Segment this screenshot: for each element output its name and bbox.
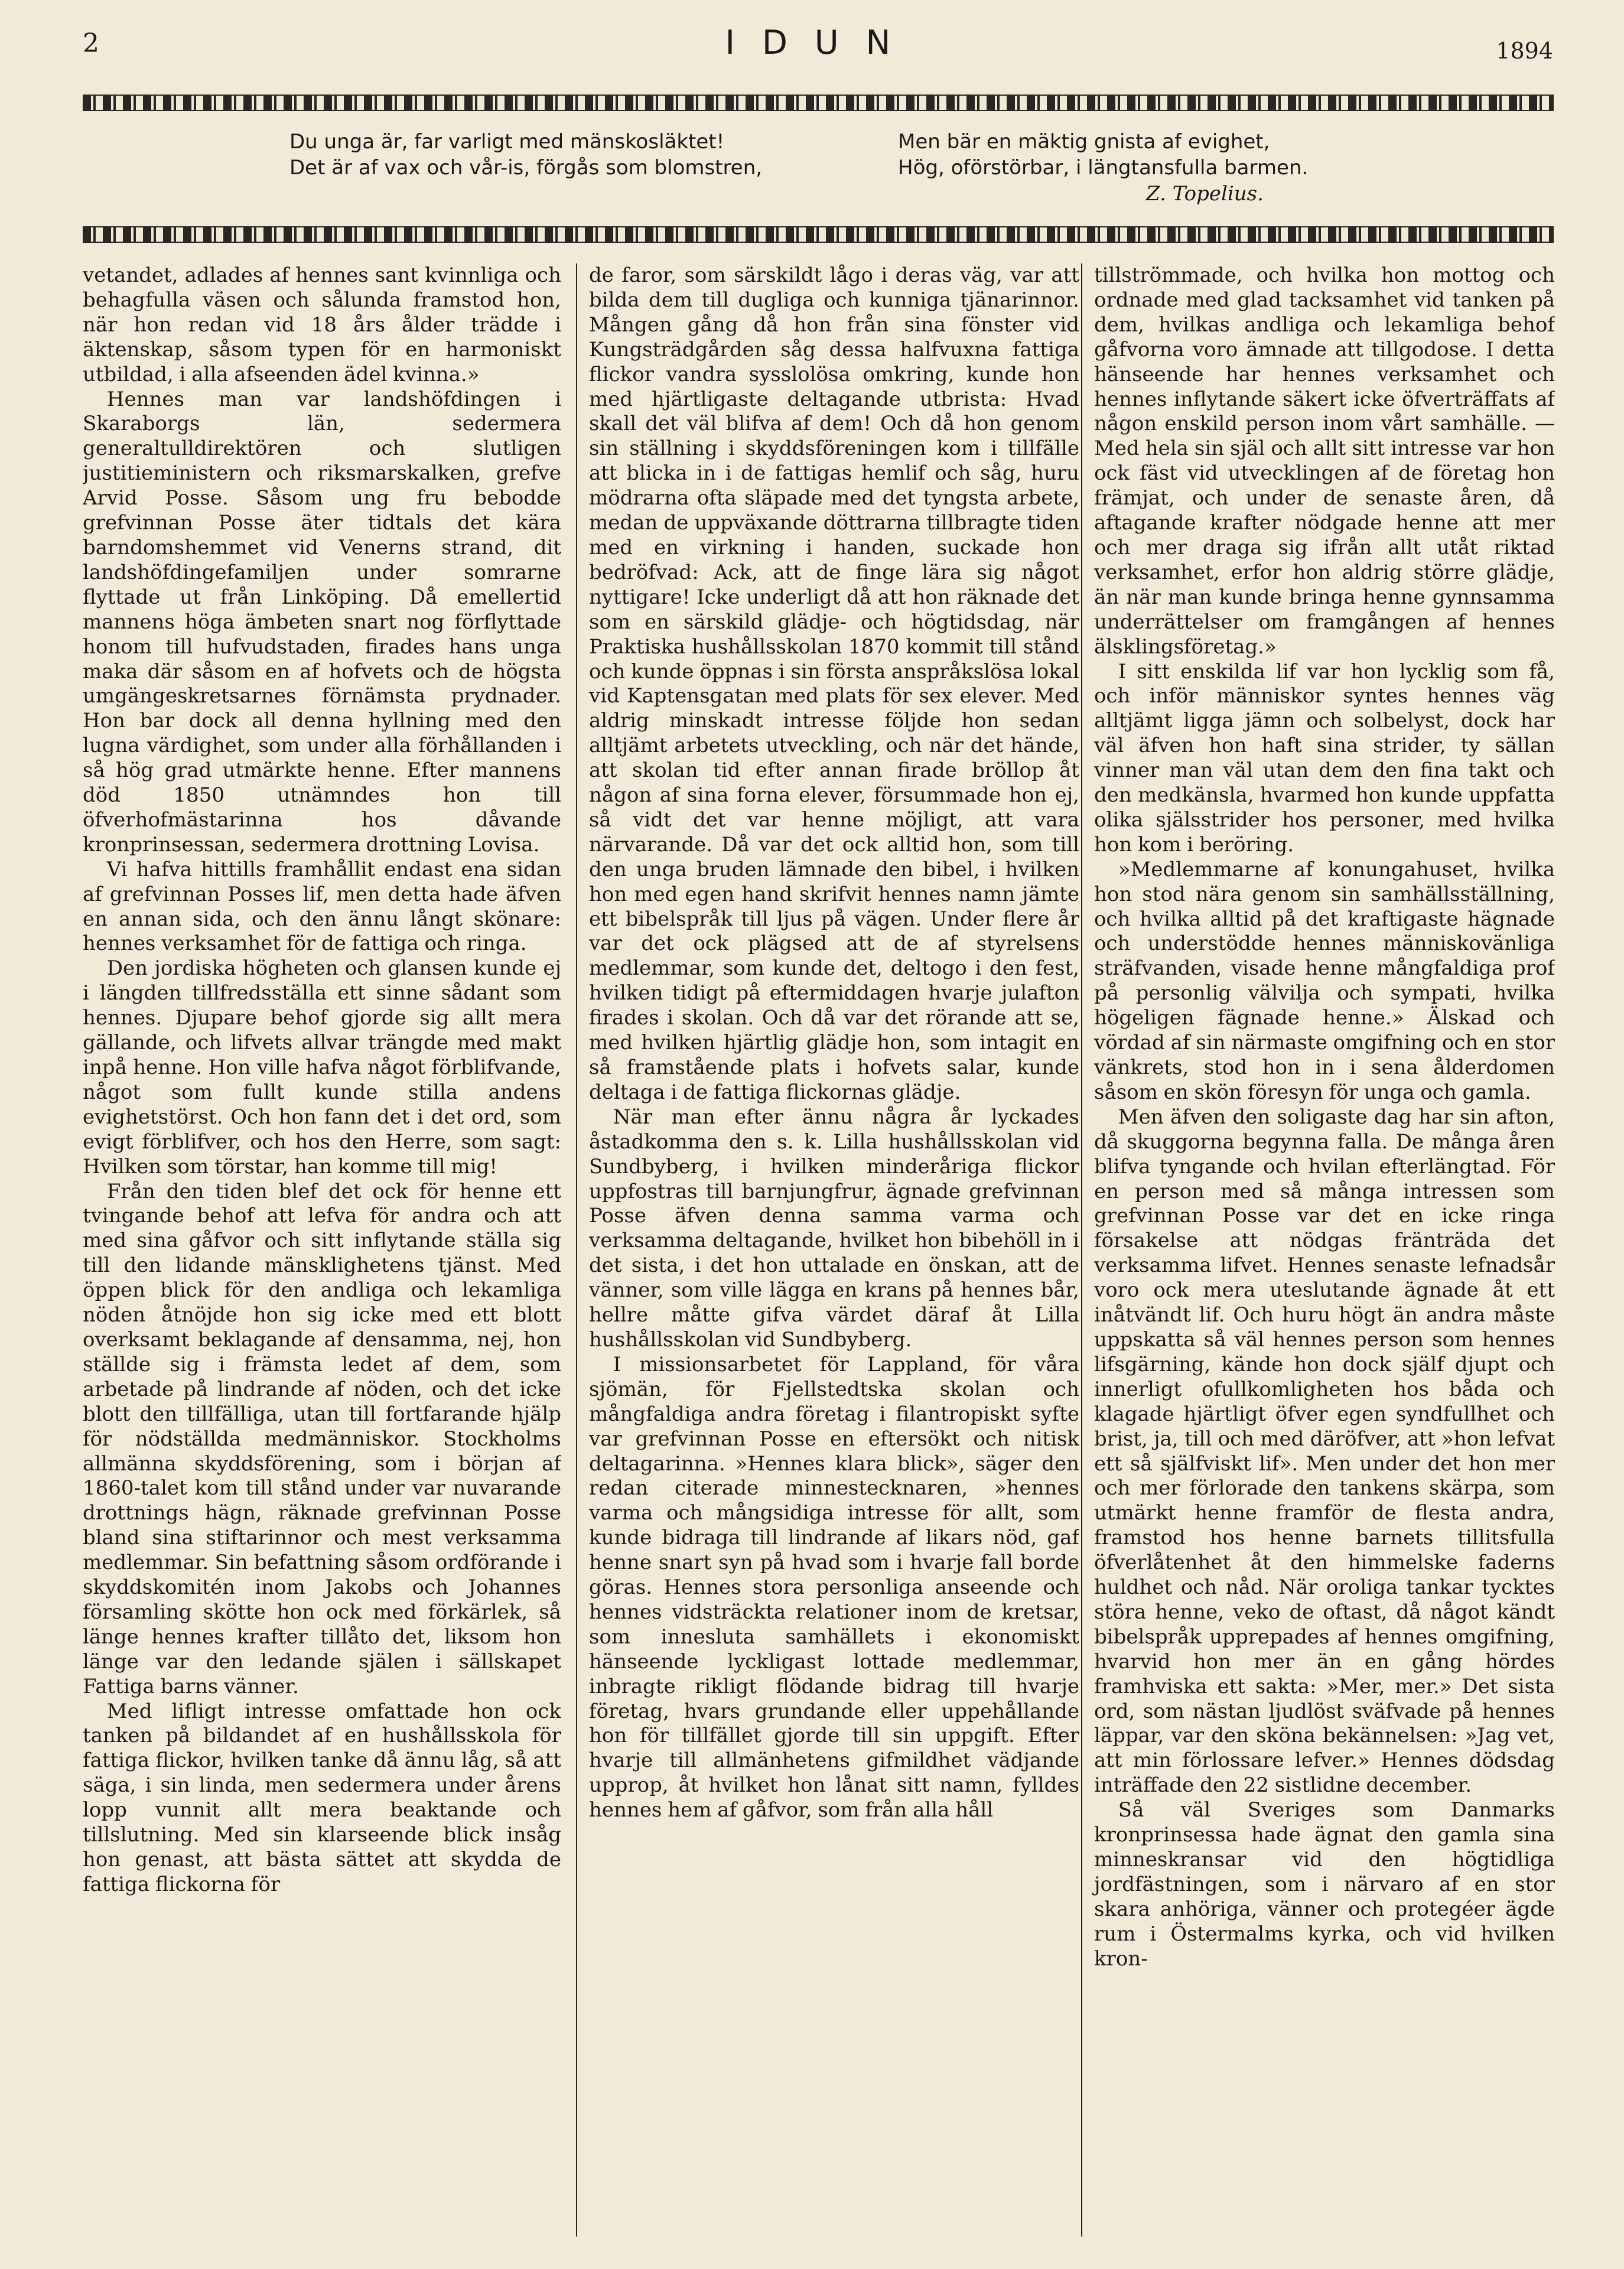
paragraph: I missionsarbetet för Lappland, för våra sjömän, för Fjellstedtska skolan och mångfaldiga andra företag i filantropiskt syfte var grefvinnan Posse en eftersökt och nitisk deltagarinna. »Hennes klara blick», säger den redan citerade minnestecknaren, »hennes varma och mångsidiga intresse för allt, som kunde bidraga till lindrande af likars nöd, gaf henne snart syn på hvad som i hvarje fall borde göras. Hennes stora personliga anseende och hennes vidsträckta relationer inom de kretsar, som innesluta samhällets i ekonomiskt hänseende lyckligast lottade medlemmar, inbragte rikligt flödande bidrag till hvarje företag, hvars grundande eller uppehållande hon för tillfället gjorde till sin uppgift. Efter hvarje till allmänhetens gifmildhet vädjande upprop, åt hvilket hon lånat sitt namn, fylldes hennes hem af gåfvor, som från alla håll xyxy=(589,1352,1079,1822)
text-column-2 xyxy=(576,263,1079,2237)
poem-line: Men bär en mäktig gnista af evighet, xyxy=(898,130,1270,154)
paragraph: Men äfven den soligaste dag har sin afton, då skuggorna begynna falla. De många åren blifva tyngande och hvilan efterlängtad. För en person med så många intressen som grefvinnan Posse var det en icke ringa försakelse att nödgas fränträda det verksamma lifvet. Hennes senaste lefnadsår voro ock mera uteslutande ägnade åt ett inåtvändt lif. Och huru högt än andra måste uppskatta så väl hennes person som hennes lifsgärning, kände hon dock själf djupt och innerligt ofullkomligheten hos båda och klagade hjärtligt öfver egen syndfullhet och brist, ja, till och med däröfver, att »hon lefvat ett så själfviskt lif». Men under det hon mer och mer förlorade den tankens skärpa, som utmärkt henne framför de flesta andra, framstod hos henne barnets tillitsfulla öfverlåtenhet åt den himmelske faderns huldhet och nåd. När oroliga tankar tycktes störa henne, veko de oftast, då något kändt bibelspråk upprepades af hennes omgifning, hvarvid hon mer än en gång hördes framhviska ett sakta: »Mer, mer.» Det sista ord, som nästan ljudlöst sväfvade på hennes läppar, var den sköna bekännelsen: »Jag vet, att min förlossare lefver.» Hennes dödsdag inträffade den 22 sistlidne december. xyxy=(1094,1105,1555,1798)
paragraph: Med lifligt intresse omfattade hon ock tanken på bildandet af en hushållsskola för fattiga flickor, hvilken tanke då ännu låg, så att säga, i sin linda, men sedermera under årens lopp vunnit allt mera beaktande och tillslutning. Med sin klarseende blick insåg hon genast, att bästa sättet att skydda de fattiga flickorna för xyxy=(83,1699,561,1896)
paragraph: vetandet, adlades af hennes sant kvinnliga och behagfulla väsen och sålunda framstod hon, när hon redan vid 18 års ålder trädde i äktenskap, såsom typen för en harmoniskt utbildad, i alla afseenden ädel kvinna.» xyxy=(83,263,561,386)
paragraph: tillströmmade, och hvilka hon mottog och ordnade med glad tacksamhet vid tanken på dem, hvilkas andliga och lekamliga behof gåfvorna voro ämnade att tillgodose. I detta hänseende har hennes verksamhet och hennes inflytande säkert icke öfverträffats af någon enskild person inom vårt samhälle. — Med hela sin själ och allt sitt intresse var hon ock fäst vid utvecklingen af de företag hon främjat, och under de senaste åren, då aftagande krafter nödgade henne att mer och mer draga sig ifrån allt utåt riktad verksamhet, erfor hon aldrig större glädje, än när man kunde bringa henne gynnsamma underrättelser om framgången af hennes älsklingsföretag.» xyxy=(1094,263,1555,659)
paragraph: »Medlemmarne af konungahuset, hvilka hon stod nära genom sin samhällsställning, och hvilka alltid på det kraftigaste hägnade och understödde hennes människovänliga sträfvanden, visade henne mångfaldiga prof på personlig välvilja och sympati, hvilka högeligen fägnade henne.» Älskad och vördad af sin närmaste omgifning och en stor vänkrets, stod hon in i sena ålderdomen såsom en skön föresyn för unga och gamla. xyxy=(1094,857,1555,1104)
paragraph: I sitt enskilda lif var hon lycklig som få, och inför människor syntes hennes väg alltjämt ligga jämn och solbelyst, dock har väl äfven hon haft sina strider, ty sällan vinner man väl utan dem den fina takt och den medkänsla, hvarmed hon kunde uppfatta olika själsstrider hos personer, med hvilka hon kom i beröring. xyxy=(1094,659,1555,857)
issue-year: 1894 xyxy=(1496,38,1553,64)
text-column-3 xyxy=(1081,263,1555,2237)
ornamental-rule-bottom xyxy=(83,226,1554,243)
page-number: 2 xyxy=(83,28,99,58)
poem-line: Det är af vax och vår-is, förgås som blomstren, xyxy=(289,156,763,180)
masthead-title: I D U N xyxy=(725,24,899,62)
poem-line: Du unga är, far varligt med mänskosläktet! xyxy=(289,130,725,154)
paragraph: Den jordiska högheten och glansen kunde ej i längden tillfredsställa ett sinne sådant som hennes. Djupare behof gjorde sig allt mera gällande, och lifvets allvar trängde med makt inpå henne. Hon ville hafva något förblifvande, något som fullt kunde stilla andens evighetstörst. Och hon fann det i det ord, som evigt förblifver, och hos den Herre, som sagt: Hvilken som törstar, han komme till mig! xyxy=(83,956,561,1179)
poem-left xyxy=(289,129,762,181)
poem-author: Z. Topelius. xyxy=(1146,182,1264,206)
paragraph: Så väl Sveriges som Danmarks kronprinsessa hade ägnat den gamla sina minneskransar vid den högtidliga jordfästningen, som i närvaro af en stor skara anhöriga, vänner och protegéer ägde rum i Östermalms kyrka, och vid hvilken kron- xyxy=(1094,1798,1555,1971)
paragraph: de faror, som särskildt lågo i deras väg, var att bilda dem till dugliga och kunniga tjänarinnor. Mången gång då hon från sina fönster vid Kungsträdgården såg dessa halfvuxna fattiga flickor vandra sysslolösa omkring, kunde hon med hjärtligaste deltagande utbrista: Hvad skall det väl blifva af dem! Och då hon genom sin ställning i skyddsföreningen kom i tillfälle att blicka in i de fattigas hemlif och såg, huru mödrarna ofta släpade med det tyngsta arbete, medan de uppväxande döttrarna tillbragte tiden med en virkning i handen, suckade hon bedröfvad: Ack, att de finge lära sig något nyttigare! Icke underligt då att hon räknade det som en särskild glädje- och högtidsdag, när Praktiska hushållsskolan 1870 kommit till stånd och kunde öppnas i sin första anspråkslösa lokal vid Kaptensgatan med plats för sex elever. Med aldrig minskadt intresse följde hon sedan alltjämt arbetets utveckling, och när det hände, att skolan tid efter annan firade bröllop åt någon af sina forna elever, försummade hon ej, så vidt det var henne möjligt, att vara närvarande. Då var det ock alltid hon, som till den unga bruden lämnade den bibel, i hvilken hon med egen hand skrifvit hennes namn jämte ett bibelspråk till ljus på vägen. Under flere år var det ock plägsed att de af styrelsens medlemmar, som kunde det, deltogo i den fest, hvilken tidigt på eftermiddagen hvarje julafton firades i skolan. Och då var det rörande att se, med hvilken hjärtlig glädje hon, som intagit en så framstående plats i hofvets salar, kunde deltaga i de fattiga flickornas glädje. xyxy=(589,263,1079,1104)
paragraph: När man efter ännu några år lyckades åstadkomma den s. k. Lilla hushållsskolan vid Sundbyberg, i hvilken minderåriga flickor uppfostras till barnjungfrur, ägnade grefvinnan Posse äfven denna samma varma och verksamma deltagande, hvilket hon bibehöll in i det sista, i det hon uttalade en önskan, att de vänner, som ville lägga en krans på hennes bår, hellre måtte gifva värdet däraf åt Lilla hushållsskolan vid Sundbyberg. xyxy=(589,1105,1079,1352)
ornamental-rule-top xyxy=(83,95,1554,111)
paragraph: Från den tiden blef det ock för henne ett tvingande behof att lefva för andra och att med sina gåfvor och sitt inflytande ställa sig till den lidande mänsklighetens tjänst. Med öppen blick för den andliga och lekamliga nöden åtnöjde hon sig icke med ett blott overksamt beklagande af densamma, nej, hon ställde sig i främsta ledet af dem, som arbetade på lindrande af nöden, och det icke blott den tillfälliga, utan till fortfarande hjälp för nödställda medmänniskor. Stockholms allmänna skyddsförening, som i början af 1860-talet kom till stånd under var nuvarande drottnings hägn, räknade grefvinnan Posse bland sina stiftarinnor och mest verksamma medlemmar. Sin befattning såsom ordförande i skyddskomitén inom Jakobs och Johannes församling skötte hon ock med förkärlek, så länge hennes krafter tillåto det, liksom hon länge var den ledande själen i sällskapet Fattiga barns vänner. xyxy=(83,1179,561,1698)
poem-right xyxy=(898,129,1308,207)
poem-line: Hög, oförstörbar, i längtansfulla barmen. xyxy=(898,156,1309,180)
text-column-1 xyxy=(83,263,561,2237)
paragraph: Hennes man var landshöfdingen i Skaraborgs län, sedermera generaltulldirektören och slutligen justitieministern och riksmarskalken, grefve Arvid Posse. Såsom ung fru bebodde grefvinnan Posse äter tidtals det kära barndomshemmet vid Venerns strand, dit landshöfdingefamiljen under somrarne flyttade ut från Linköping. Då emellertid mannens höga ämbeten snart nog förflyttade honom till hufvudstaden, firades hans unga maka där såsom en af hofvets och de högsta umgängeskretsarnes förnämsta prydnader. Hon bar dock all denna hyllning med den lugna värdighet, som under alla förhållanden i så hög grad utmärkte henne. Efter mannens död 1850 utnämndes hon till öfverhofmästarinna hos dåvande kronprinsessan, sedermera drottning Lovisa. xyxy=(83,387,561,857)
paragraph: Vi hafva hittills framhållit endast ena sidan af grefvinnan Posses lif, men detta hade äfven en annan sida, och den ännu långt skönare: hennes verksamhet för de fattiga och ringa. xyxy=(83,857,561,956)
